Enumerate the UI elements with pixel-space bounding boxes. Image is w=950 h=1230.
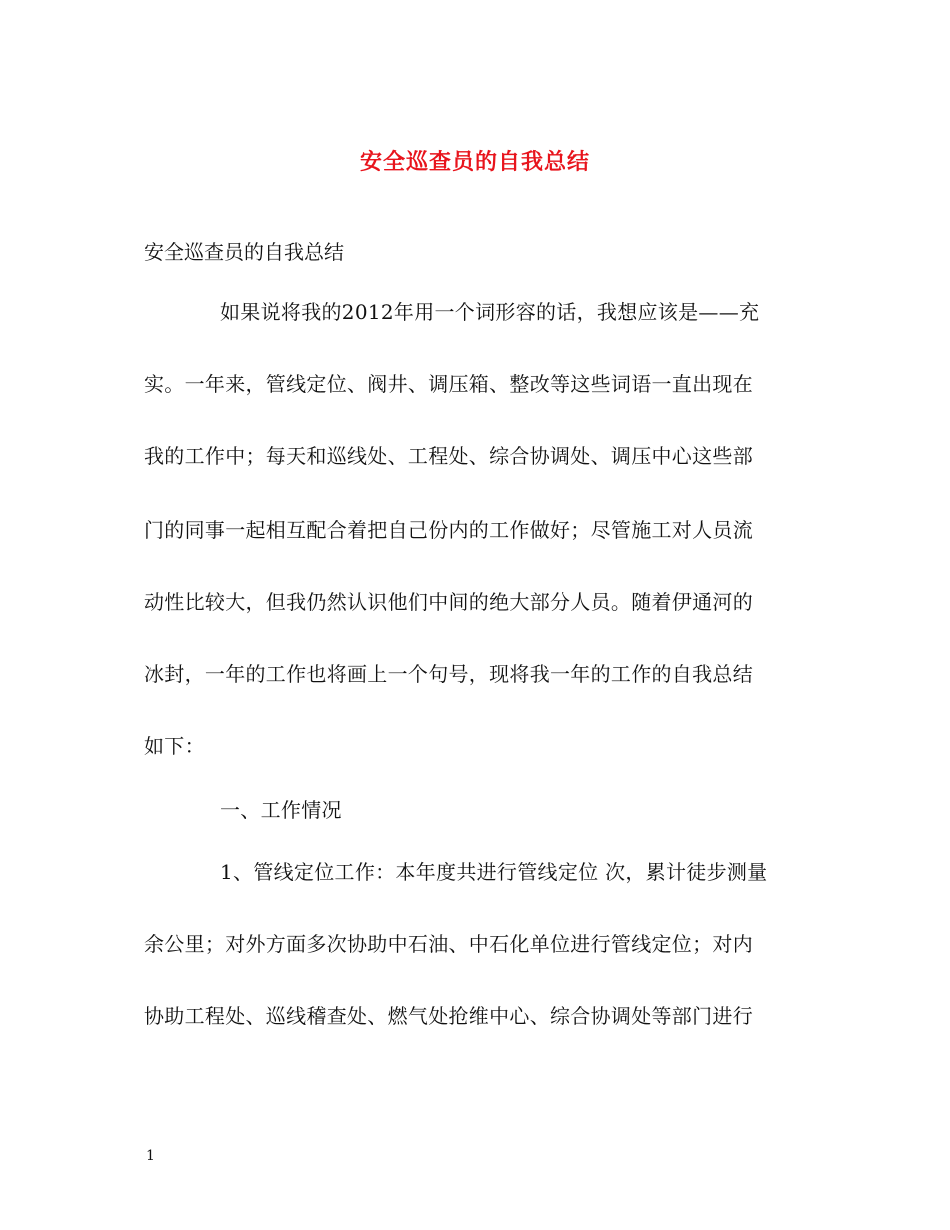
document-title: 安全巡查员的自我总结 [359,149,590,175]
paragraph-line-2: 实。一年来，管线定位、阀井、调压箱、整改等这些词语一直出现在 [144,372,753,396]
paragraph-line-10: 协助工程处、巡线稽查处、燃气处抢维中心、综合协调处等部门进行 [144,1004,753,1028]
document-subtitle: 安全巡查员的自我总结 [144,240,344,264]
paragraph-line-6: 冰封，一年的工作也将画上一个句号，现将我一年的工作的自我总结 [144,662,753,686]
paragraph-line-1: 如果说将我的2012年用一个词形容的话，我想应该是——充 [220,300,760,324]
paragraph-line-9: 余公里；对外方面多次协助中石油、中石化单位进行管线定位；对内 [144,932,753,956]
paragraph-line-8: 1、管线定位工作：本年度共进行管线定位 次，累计徒步测量 [220,860,768,884]
paragraph-line-4: 门的同事一起相互配合着把自己份内的工作做好；尽管施工对人员流 [144,518,753,542]
paragraph-line-7: 如下： [144,734,205,758]
page-number: 1 [146,1148,155,1164]
paragraph-line-3: 我的工作中；每天和巡线处、工程处、综合协调处、调压中心这些部 [144,444,753,468]
section-heading: 一、工作情况 [220,798,342,822]
paragraph-line-5: 动性比较大，但我仍然认识他们中间的绝大部分人员。随着伊通河的 [144,590,753,614]
